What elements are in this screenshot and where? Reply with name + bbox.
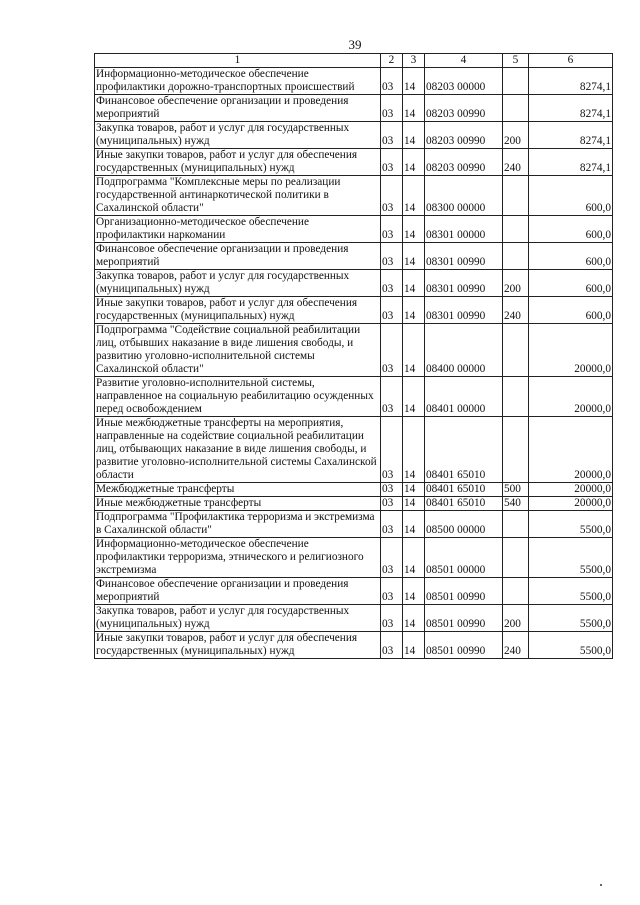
- target-article-cell: 08501 00000: [425, 538, 503, 578]
- table-row: [95, 417, 613, 483]
- expense-type-cell: 500: [503, 483, 529, 497]
- expense-type-cell: [503, 578, 529, 605]
- table-row: [95, 538, 613, 578]
- target-article-cell: 08301 00990: [425, 270, 503, 297]
- target-article-cell: 08203 00000: [425, 68, 503, 95]
- section-code-cell: 03: [381, 297, 403, 324]
- amount-cell: 5500,0: [529, 578, 613, 605]
- target-article-cell: 08401 65010: [425, 417, 503, 483]
- expense-type-cell: 200: [503, 605, 529, 632]
- row-name-cell: Финансовое обеспечение организации и проведения мероприятий: [95, 578, 381, 605]
- expense-type-cell: 240: [503, 149, 529, 176]
- section-code-cell: 03: [381, 176, 403, 216]
- target-article-cell: 08203 00990: [425, 149, 503, 176]
- amount-cell: 600,0: [529, 216, 613, 243]
- budget-table: [94, 53, 613, 659]
- subsection-code-cell: 14: [403, 538, 425, 578]
- expense-type-cell: [503, 417, 529, 483]
- target-article-cell: 08501 00990: [425, 632, 503, 659]
- expense-type-cell: [503, 511, 529, 538]
- subsection-code-cell: 14: [403, 297, 425, 324]
- amount-cell: 600,0: [529, 176, 613, 216]
- page-number: 39: [348, 37, 362, 52]
- expense-type-cell: 200: [503, 270, 529, 297]
- subsection-code-cell: 14: [403, 497, 425, 511]
- amount-cell: 600,0: [529, 297, 613, 324]
- subsection-code-cell: 14: [403, 243, 425, 270]
- amount-cell: 20000,0: [529, 483, 613, 497]
- target-article-cell: 08500 00000: [425, 511, 503, 538]
- row-name-cell: Иные межбюджетные трансферты: [95, 497, 381, 511]
- amount-cell: 5500,0: [529, 511, 613, 538]
- section-code-cell: 03: [381, 149, 403, 176]
- row-name-cell: Развитие уголовно-исполнительной системы, направленное на социальную реабилитацию осужденных перед освобождением: [95, 377, 381, 417]
- subsection-code-cell: 14: [403, 270, 425, 297]
- row-name-cell: Закупка товаров, работ и услуг для государственных (муниципальных) нужд: [95, 605, 381, 632]
- subsection-code-cell: 14: [403, 483, 425, 497]
- column-header: 1: [95, 54, 381, 68]
- table-row: [95, 95, 613, 122]
- column-header: 2: [381, 54, 403, 68]
- subsection-code-cell: 14: [403, 578, 425, 605]
- table-row: [95, 243, 613, 270]
- subsection-code-cell: 14: [403, 377, 425, 417]
- expense-type-cell: [503, 68, 529, 95]
- row-name-cell: Иные межбюджетные трансферты на мероприятия, направленные на содействие социальной реабилитации лиц, отбывающих наказание в виде лишения свободы, и развитие уголовно-исполнительной системы Сахалинской области: [95, 417, 381, 483]
- row-name-cell: Подпрограмма "Комплексные меры по реализации государственной антинаркотической политики в Сахалинской области": [95, 176, 381, 216]
- expense-type-cell: 240: [503, 297, 529, 324]
- subsection-code-cell: 14: [403, 511, 425, 538]
- table-row: [95, 216, 613, 243]
- section-code-cell: 03: [381, 578, 403, 605]
- amount-cell: 5500,0: [529, 605, 613, 632]
- amount-cell: 8274,1: [529, 68, 613, 95]
- section-code-cell: 03: [381, 417, 403, 483]
- expense-type-cell: [503, 324, 529, 377]
- subsection-code-cell: 14: [403, 216, 425, 243]
- table-row: [95, 122, 613, 149]
- expense-type-cell: 240: [503, 632, 529, 659]
- table-row: [95, 176, 613, 216]
- row-name-cell: Закупка товаров, работ и услуг для государственных (муниципальных) нужд: [95, 270, 381, 297]
- row-name-cell: Иные закупки товаров, работ и услуг для обеспечения государственных (муниципальных) нужд: [95, 632, 381, 659]
- scan-speck: [600, 884, 602, 886]
- subsection-code-cell: 14: [403, 417, 425, 483]
- section-code-cell: 03: [381, 511, 403, 538]
- section-code-cell: 03: [381, 243, 403, 270]
- row-name-cell: Информационно-методическое обеспечение профилактики терроризма, этнического и религиозного экстремизма: [95, 538, 381, 578]
- table-row: [95, 497, 613, 511]
- amount-cell: 8274,1: [529, 122, 613, 149]
- target-article-cell: 08501 00990: [425, 578, 503, 605]
- target-article-cell: 08400 00000: [425, 324, 503, 377]
- subsection-code-cell: 14: [403, 122, 425, 149]
- section-code-cell: 03: [381, 377, 403, 417]
- row-name-cell: Информационно-методическое обеспечение профилактики дорожно-транспортных происшествий: [95, 68, 381, 95]
- expense-type-cell: [503, 216, 529, 243]
- table-row: [95, 578, 613, 605]
- column-header: 5: [503, 54, 529, 68]
- section-code-cell: 03: [381, 324, 403, 377]
- expense-type-cell: [503, 377, 529, 417]
- target-article-cell: 08301 00990: [425, 243, 503, 270]
- target-article-cell: 08401 00000: [425, 377, 503, 417]
- subsection-code-cell: 14: [403, 95, 425, 122]
- amount-cell: 8274,1: [529, 95, 613, 122]
- target-article-cell: 08203 00990: [425, 122, 503, 149]
- column-header: 3: [403, 54, 425, 68]
- expense-type-cell: [503, 176, 529, 216]
- subsection-code-cell: 14: [403, 68, 425, 95]
- table-row: [95, 605, 613, 632]
- amount-cell: 8274,1: [529, 149, 613, 176]
- amount-cell: 20000,0: [529, 497, 613, 511]
- section-code-cell: 03: [381, 68, 403, 95]
- expense-type-cell: 540: [503, 497, 529, 511]
- row-name-cell: Подпрограмма "Содействие социальной реабилитации лиц, отбывших наказание в виде лишения свободы, и развитию уголовно-исполнительной системы Сахалинской области": [95, 324, 381, 377]
- target-article-cell: 08301 00000: [425, 216, 503, 243]
- subsection-code-cell: 14: [403, 149, 425, 176]
- table-header-row: [95, 54, 613, 68]
- subsection-code-cell: 14: [403, 324, 425, 377]
- section-code-cell: 03: [381, 538, 403, 578]
- section-code-cell: 03: [381, 605, 403, 632]
- amount-cell: 20000,0: [529, 377, 613, 417]
- row-name-cell: Финансовое обеспечение организации и проведения мероприятий: [95, 243, 381, 270]
- subsection-code-cell: 14: [403, 632, 425, 659]
- row-name-cell: Финансовое обеспечение организации и проведения мероприятий: [95, 95, 381, 122]
- section-code-cell: 03: [381, 216, 403, 243]
- section-code-cell: 03: [381, 483, 403, 497]
- amount-cell: 5500,0: [529, 632, 613, 659]
- expense-type-cell: [503, 538, 529, 578]
- amount-cell: 5500,0: [529, 538, 613, 578]
- target-article-cell: 08300 00000: [425, 176, 503, 216]
- table-row: [95, 483, 613, 497]
- amount-cell: 20000,0: [529, 324, 613, 377]
- amount-cell: 600,0: [529, 243, 613, 270]
- table-row: [95, 270, 613, 297]
- table-row: [95, 149, 613, 176]
- expense-type-cell: 200: [503, 122, 529, 149]
- row-name-cell: Закупка товаров, работ и услуг для государственных (муниципальных) нужд: [95, 122, 381, 149]
- target-article-cell: 08501 00990: [425, 605, 503, 632]
- table-row: [95, 377, 613, 417]
- row-name-cell: Организационно-методическое обеспечение профилактики наркомании: [95, 216, 381, 243]
- target-article-cell: 08401 65010: [425, 483, 503, 497]
- target-article-cell: 08203 00990: [425, 95, 503, 122]
- section-code-cell: 03: [381, 270, 403, 297]
- target-article-cell: 08301 00990: [425, 297, 503, 324]
- column-header: 4: [425, 54, 503, 68]
- row-name-cell: Подпрограмма "Профилактика терроризма и экстремизма в Сахалинской области": [95, 511, 381, 538]
- table-row: [95, 324, 613, 377]
- expense-type-cell: [503, 243, 529, 270]
- table-row: [95, 511, 613, 538]
- section-code-cell: 03: [381, 95, 403, 122]
- table-row: [95, 297, 613, 324]
- section-code-cell: 03: [381, 497, 403, 511]
- row-name-cell: Межбюджетные трансферты: [95, 483, 381, 497]
- amount-cell: 20000,0: [529, 417, 613, 483]
- expense-type-cell: [503, 95, 529, 122]
- table-row: [95, 632, 613, 659]
- subsection-code-cell: 14: [403, 605, 425, 632]
- column-header: 6: [529, 54, 613, 68]
- row-name-cell: Иные закупки товаров, работ и услуг для обеспечения государственных (муниципальных) нужд: [95, 297, 381, 324]
- table-row: [95, 68, 613, 95]
- row-name-cell: Иные закупки товаров, работ и услуг для обеспечения государственных (муниципальных) нужд: [95, 149, 381, 176]
- target-article-cell: 08401 65010: [425, 497, 503, 511]
- subsection-code-cell: 14: [403, 176, 425, 216]
- section-code-cell: 03: [381, 122, 403, 149]
- section-code-cell: 03: [381, 632, 403, 659]
- amount-cell: 600,0: [529, 270, 613, 297]
